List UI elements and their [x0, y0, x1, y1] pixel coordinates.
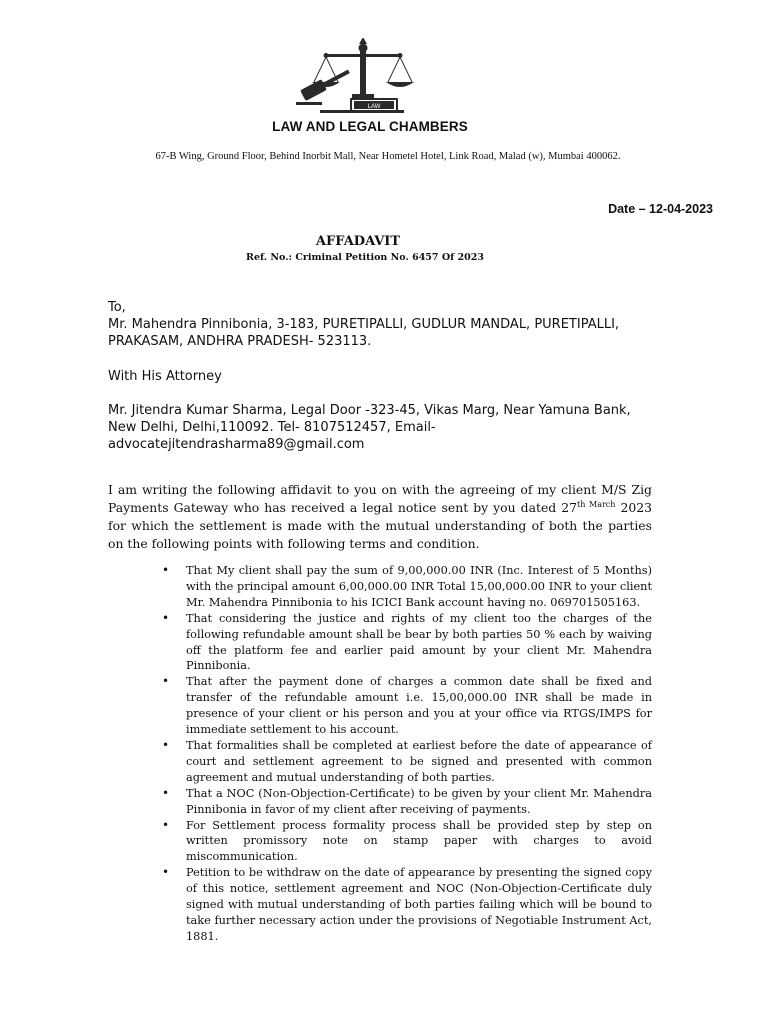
list-item — [158, 674, 652, 738]
list-item-text: That after the payment done of charges a common date shall be fixed and transfer of the refundable amount i.e. 15,00,000.00 INR shall be made in presence of your client or his person and you at your office via RTGS/IMPS for immediate settlement to his account. — [186, 675, 652, 737]
reference-number: Ref. No.: Criminal Petition No. 6457 Of 2023 — [246, 252, 484, 263]
list-item-text: That a NOC (Non-Objection-Certificate) to be given by your client Mr. Mahendra Pinnibonia in favor of my client after receiving of payments. — [186, 786, 652, 816]
recipient-address: Mr. Mahendra Pinnibonia, 3-183, PURETIPALLI, GUDLUR MANDAL, PURETIPALLI, PRAKASAM, ANDHRA PRADESH- 523113. — [108, 317, 620, 349]
body-text-part1: I am writing the following affidavit to you on with the agreeing of my client M/S Zig Payments Gateway who has received a legal notice sent by you dated 27 — [108, 482, 652, 515]
firm-name: LAW AND LEGAL CHAMBERS — [272, 119, 468, 134]
body-date-superscript: th March — [577, 499, 616, 509]
bullet-icon: • — [162, 737, 170, 752]
law-scales-logo — [288, 38, 438, 116]
list-item-text: That considering the justice and rights of my client too the charges of the following refundable amount shall be bear by both parties 50 % each by waiving off the platform fee and earlier paid amount by your client Mr. Mahendra Pinnibonia. — [186, 611, 652, 673]
firm-address: 67-B Wing, Ground Floor, Behind Inorbit Mall, Near Hometel Hotel, Link Road, Malad (w), Mumbai 400062. — [155, 151, 621, 162]
list-item — [158, 865, 652, 945]
attorney-intro: With His Attorney — [108, 369, 222, 384]
document-date: Date – 12-04-2023 — [608, 202, 713, 216]
svg-text:LAW: LAW — [367, 104, 381, 110]
list-item-text: For Settlement process formality process shall be provided step by step on written promissory note on stamp paper with charges to avoid miscommunication. — [186, 818, 652, 864]
bullet-icon: • — [162, 610, 170, 625]
list-item — [158, 563, 652, 611]
salutation: To, — [108, 300, 126, 315]
list-item-text: That My client shall pay the sum of 9,00,000.00 INR (Inc. Interest of 5 Months) with the principal amount 6,00,000.00 INR Total 15,00,000.00 INR to your client Mr. Mahendra Pinnibonia to his ICICI Bank account having no. 069701505163. — [186, 564, 652, 609]
list-item — [158, 818, 652, 866]
list-item-text: Petition to be withdraw on the date of appearance by presenting the signed copy of this notice, settlement agreement and NOC (Non-Objection-Certificate duly signed with mutual understanding of both parties failing which will be bound to take further necessary action under the provisions of Negotiable Instrument Act, 1881. — [186, 866, 652, 943]
bullet-icon: • — [162, 674, 170, 689]
attorney-address: Mr. Jitendra Kumar Sharma, Legal Door -323-45, Vikas Marg, Near Yamuna Bank, New Delhi, Delhi,110092. Tel- 8107512457, Email-advocatejitendrasharma89@gmail.com — [108, 403, 631, 452]
list-item — [158, 611, 652, 675]
terms-list — [158, 563, 652, 945]
document-title: AFFADAVIT — [315, 234, 401, 249]
list-item — [158, 786, 652, 818]
bullet-icon: • — [162, 785, 170, 800]
body-paragraph — [108, 481, 652, 553]
bullet-icon: • — [162, 865, 170, 880]
list-item-text: That formalities shall be completed at earliest before the date of appearance of court and settlement agreement to be signed and presented with common agreement and mutual understanding of both parties. — [186, 738, 652, 784]
bullet-icon: • — [162, 817, 170, 832]
list-item — [158, 738, 652, 786]
body-text-part2: 2023 for which the settlement is made with the mutual understanding of both the parties on the following points with following terms and condition. — [108, 500, 652, 551]
bullet-icon: • — [162, 563, 170, 577]
